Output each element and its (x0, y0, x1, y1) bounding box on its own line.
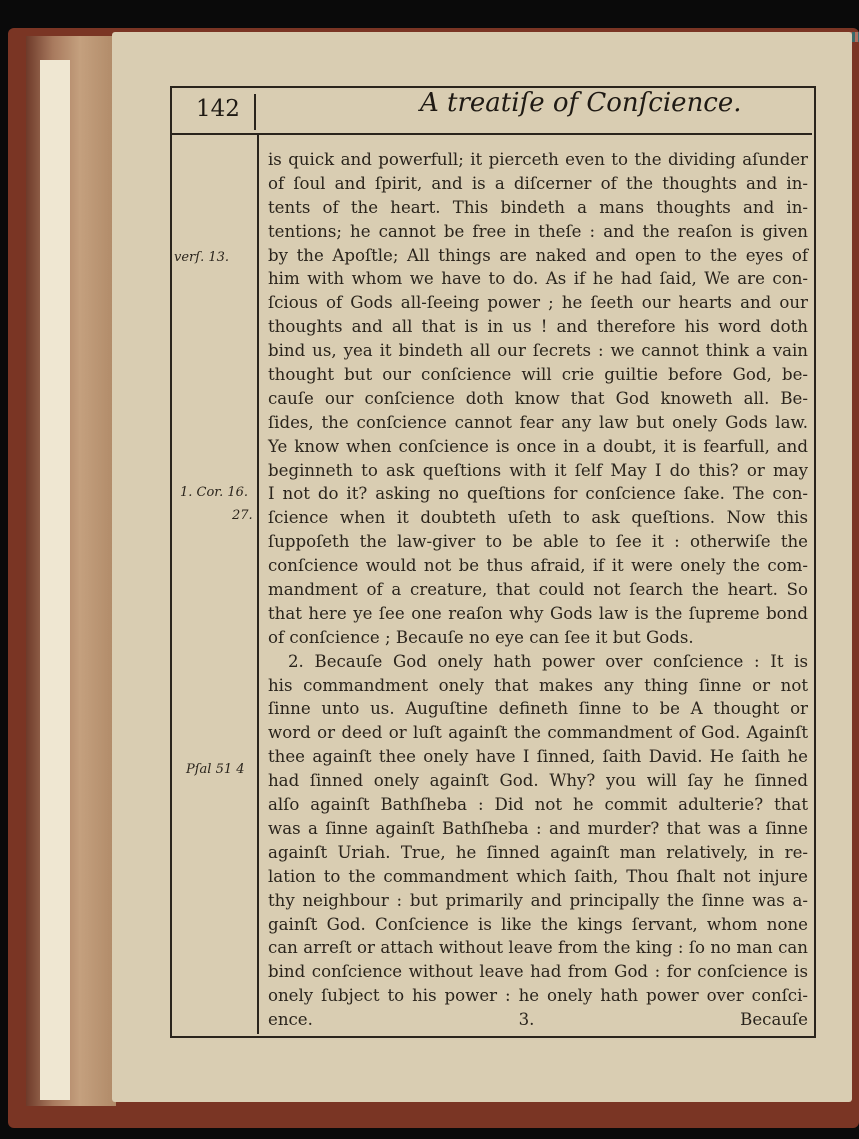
text-line: is quick and powerfull; it pierceth even to the dividing aſunder (268, 150, 808, 169)
running-title: A treatiſe of Conſcience. (420, 88, 742, 118)
text-line: mandment of a creature, that could not ſearch the heart. So (268, 580, 808, 600)
text-line: thoughts and all that is in us ! and therefore his word doth (268, 317, 808, 337)
margin-rule (257, 135, 259, 1034)
text-line: tents of the heart. This bindeth a mans thoughts and in- (268, 197, 808, 217)
text-line: thee againſt thee onely have I ſinned, ſaith David. He ſaith he (268, 747, 808, 767)
text-line: ſides, the conſcience cannot fear any law but onely Gods law. (268, 412, 808, 432)
text-line: beginneth to ask queſtions with it ſelf May I do this? or may (268, 460, 808, 480)
text-line: can arreſt or attach without leave from the king : ſo no man can (268, 938, 808, 958)
text-line: bind conſcience without leave had from God : for conſcience is (268, 962, 808, 982)
text-line: 2. Becauſe God onely hath power over conſcience : It is (288, 651, 808, 671)
margin-note-27: 27. (232, 508, 253, 523)
page-number-rule (254, 94, 256, 130)
text-line: Ye know when conſcience is once in a doubt, it is fearfull, and (268, 436, 808, 456)
text-line: ſcience when it doubteth uſeth to ask queſtions. Now this (268, 508, 808, 528)
body-text (268, 148, 808, 1032)
text-line: his commandment onely that makes any thing ſinne or not (268, 675, 808, 695)
text-line: ence. 3. Becauſe (268, 1010, 808, 1030)
text-line: by the Apoſtle; All things are naked and open to the eyes of (268, 245, 808, 265)
text-line: onely ſubject to his power : he onely hath power over conſci- (268, 986, 808, 1006)
text-line: cauſe our conſcience doth know that God knoweth all. Be- (268, 388, 808, 408)
margin-note-vers13: verſ. 13. (174, 250, 230, 265)
text-line: of conſcience ; Becauſe no eye can ſee it but Gods. (268, 627, 694, 647)
text-line: word or deed or luſt againſt the commandment of God. Againſt (268, 723, 808, 743)
text-line: ſinne unto us. Auguſtine defineth ſinne to be A thought or (268, 699, 808, 719)
text-line: bind us, yea it bindeth all our ſecrets : we cannot think a vain (268, 341, 808, 361)
text-line: tentions; he cannot be free in theſe : and the reaſon is given (268, 221, 808, 241)
text-line: thy neighbour : but primarily and principally the ſinne was a- (268, 890, 808, 910)
text-line: of ſoul and ſpirit, and is a diſcerner of the thoughts and in- (268, 173, 808, 193)
page-number: 142 (196, 96, 240, 122)
text-line: alſo againſt Bathſheba : Did not he commit adulterie? that (268, 795, 808, 815)
text-line: had ſinned onely againſt God. Why? you will ſay he ſinned (268, 771, 808, 791)
text-line: lation to the commandment which ſaith, Thou ſhalt not injure (268, 866, 808, 886)
text-line: him with whom we have to do. As if he had ſaid, We are con- (268, 269, 808, 289)
text-line: againſt Uriah. True, he ſinned againſt man relatively, in re- (268, 842, 808, 862)
page-edge-paper (40, 60, 70, 1100)
margin-note-1cor16: 1. Cor. 16. (180, 485, 249, 500)
text-line: thought but our conſcience will crie guiltie before God, be- (268, 365, 808, 385)
header-rule (170, 133, 812, 135)
text-line: gainſt God. Conſcience is like the kings ſervant, whom none (268, 914, 808, 934)
text-line: I not do it? asking no queſtions for conſcience ſake. The con- (268, 484, 808, 504)
text-line: that here ye ſee one reaſon why Gods law is the ſupreme bond (268, 603, 808, 623)
text-line: ſuppoſeth the law-giver to be able to ſee it : otherwiſe the (268, 532, 808, 552)
text-line: ſcious of Gods all-ſeeing power ; he ſeeth our hearts and our (268, 293, 808, 313)
text-line: conſcience would not be thus afraid, if it were onely the com- (268, 556, 808, 576)
text-line: was a ſinne againſt Bathſheba : and murder? that was a ſinne (268, 818, 808, 838)
margin-note-psal51: Pſal 51 4 (186, 762, 245, 777)
